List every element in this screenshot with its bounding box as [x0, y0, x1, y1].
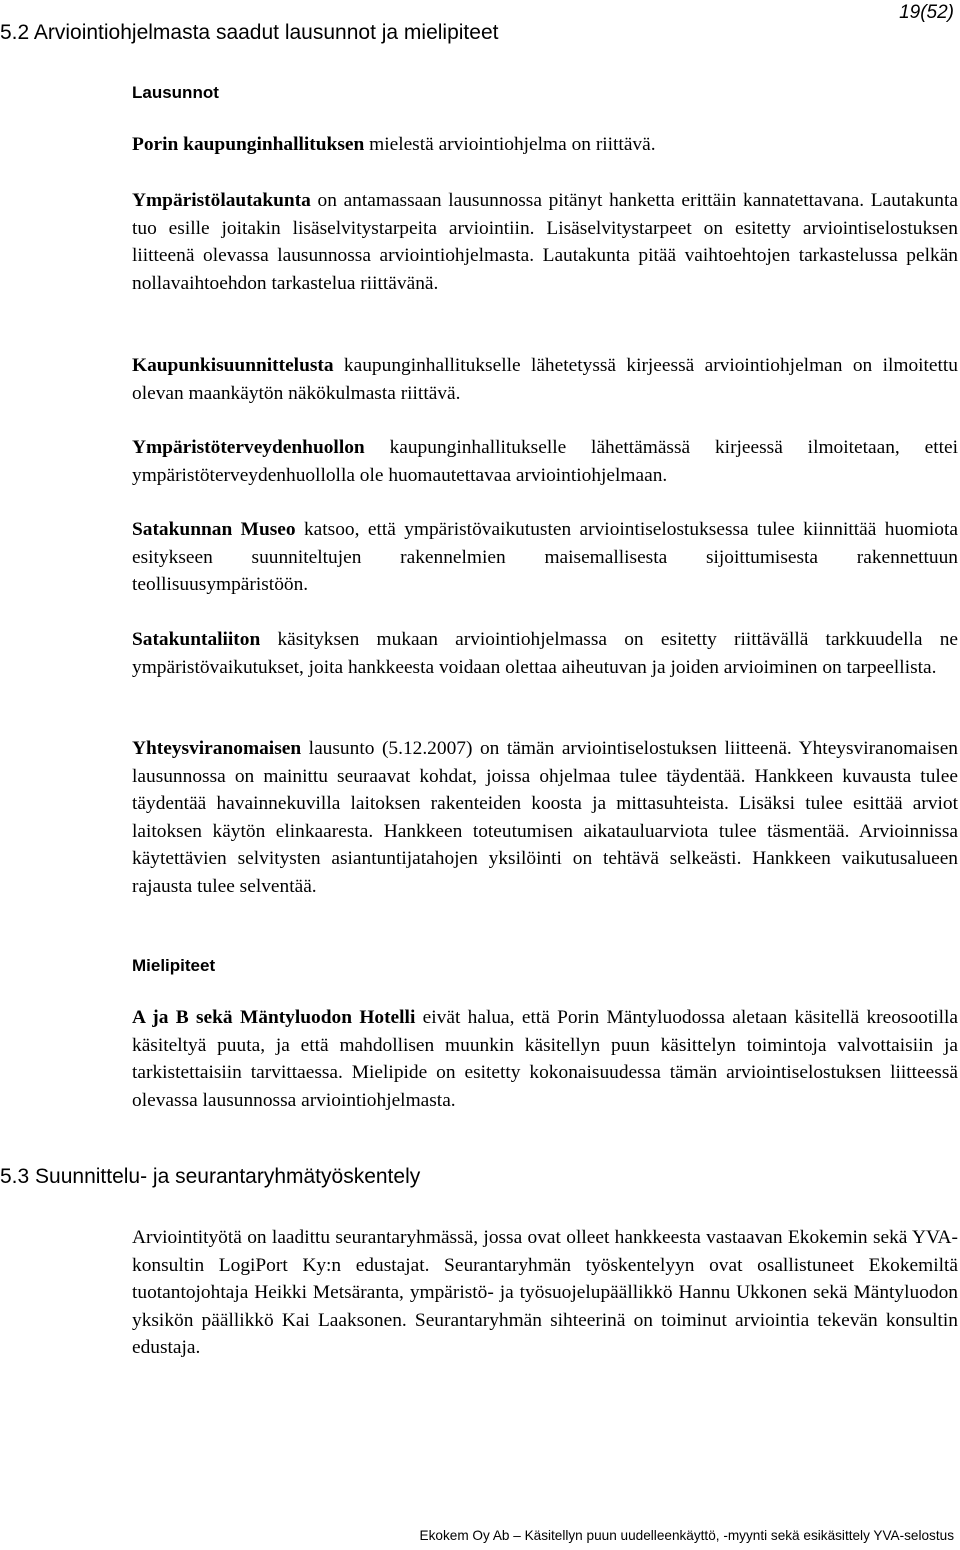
paragraph-lead: Satakunnan Museo: [132, 519, 296, 540]
page-footer: Ekokem Oy Ab – Käsitellyn puun uudelleenkäyttö, -myynti sekä esikäsittely YVA-selostus: [419, 1528, 954, 1543]
paragraph-body: on antamassaan lausunnossa pitänyt hanketta erittäin kannatettavana. Lautakunta tuo esille joitakin lisäselvitystarpeita arviointiin. Lisäselvitystarpeet on esitetty arviointiselostuksen liitteenä olevassa lausunnossa arviointiohjelmasta. Lautakunta pitää vaihtoehtojen tarkastelussa pelkän nollavaihtoehdon tarkastelua riittävänä.: [132, 190, 958, 294]
paragraph-lead: Porin kaupunginhallituksen: [132, 134, 365, 155]
subheading-mielipiteet: Mielipiteet: [132, 956, 216, 975]
paragraph-mielipide-hotelli: [132, 1004, 958, 1114]
paragraph-lead: Ympäristölautakunta: [132, 190, 311, 211]
paragraph-ymparistolautakunta: [132, 187, 958, 297]
paragraph-lead: Kaupunkisuunnittelusta: [132, 355, 334, 376]
paragraph-satakuntaliitto: [132, 626, 958, 681]
page-number: 19(52): [899, 2, 954, 23]
paragraph-seurantaryhma: Arviointityötä on laadittu seurantaryhmässä, jossa ovat olleet hankkeesta vastaavan Ekokemin sekä YVA-konsultin LogiPort Ky:n edustajat. Seurantaryhmän työskentelyyn ovat osallistuneet Ekokemiltä tuotantojohtaja Heikki Metsäranta, ympäristö- ja työsuojelupäällikkö Hannu Ukkonen sekä Mäntyluodon yksikön päällikkö Kai Laaksonen. Seurantaryhmän sihteerinä on toiminut arviointia tekevän konsultin edustaja.: [132, 1227, 958, 1359]
paragraph-body: katsoo, että ympäristövaikutusten arviointiselostuksessa tulee kiinnittää huomiota esitykseen suunniteltujen rakennelmien maisemallisesta sijoittumisesta rakennettuun teollisuusympäristöön.: [132, 519, 958, 596]
paragraph-lead: Yhteysviranomaisen: [132, 738, 302, 759]
paragraph-yhteysviranomainen: [132, 735, 958, 901]
paragraph-body: kaupunginhallitukselle lähettämässä kirjeessä ilmoitetaan, ettei ympäristöterveydenhuollolla ole huomautettavaa arviointiohjelmaan.: [132, 437, 958, 486]
paragraph-lead: A ja B sekä Mäntyluodon Hotelli: [132, 1007, 416, 1028]
paragraph-ymparistoterveydenhuolto: [132, 434, 958, 489]
paragraph-porin-kaupunginhallitus: [132, 131, 958, 159]
paragraph-satakunnan-museo: [132, 516, 958, 599]
paragraph-body: kaupunginhallitukselle lähetetyssä kirjeessä arviointiohjelman on ilmoitettu olevan maankäytön näkökulmasta riittävä.: [132, 355, 958, 404]
paragraph-body: lausunto (5.12.2007) on tämän arviointiselostuksen liitteenä. Yhteysviranomaisen lausunnossa on mainittu seuraavat kohdat, joissa ohjelmaa tulee täydentää. Hankkeen kuvausta tulee täydentää havainnekuvilla laitoksen rakenteiden koosta ja mittasuhteista. Lisäksi tulee esittää arviot laitoksen käytön elinkaaresta. Hankkeen toteutumisen aikatauluarviota tulee täsmentää. Arvioinnissa käytettävien selvitysten asiantuntijatahojen yksilöinti on tehtävä selkeästi. Hankkeen vaikutusalueen rajausta tulee selventää.: [132, 738, 958, 897]
paragraph-body: mielestä arviointiohjelma on riittävä.: [364, 134, 656, 155]
paragraph-kaupunkisuunnittelu: [132, 352, 958, 407]
subheading-lausunnot: Lausunnot: [132, 83, 219, 102]
section-heading-5-3: 5.3 Suunnittelu- ja seurantaryhmätyöskentely: [0, 1165, 421, 1188]
paragraph-lead: Ympäristöterveydenhuollon: [132, 437, 365, 458]
paragraph-lead: Satakuntaliiton: [132, 629, 261, 650]
paragraph-body: käsityksen mukaan arviointiohjelmassa on esitetty riittävällä tarkkuudella ne ympäristövaikutukset, joita hankkeesta voidaan olettaa aiheutuvan ja joiden arvioiminen on tarpeellista.: [132, 629, 958, 678]
section-heading-5-2: 5.2 Arviointiohjelmasta saadut lausunnot ja mielipiteet: [0, 21, 499, 44]
paragraph-body: eivät halua, että Porin Mäntyluodossa aletaan käsitellä kreosootilla käsiteltyä puuta, ja että mahdollisen muunkin käsitellyn puun käsittelyn toimintoja valvottaisiin ja tarkistettaisiin tarvittaessa. Mielipide on esitetty kokonaisuudessa tämän arviointiselostuksen liitteessä olevassa lausunnossa arviointiohjelmasta.: [132, 1007, 958, 1111]
